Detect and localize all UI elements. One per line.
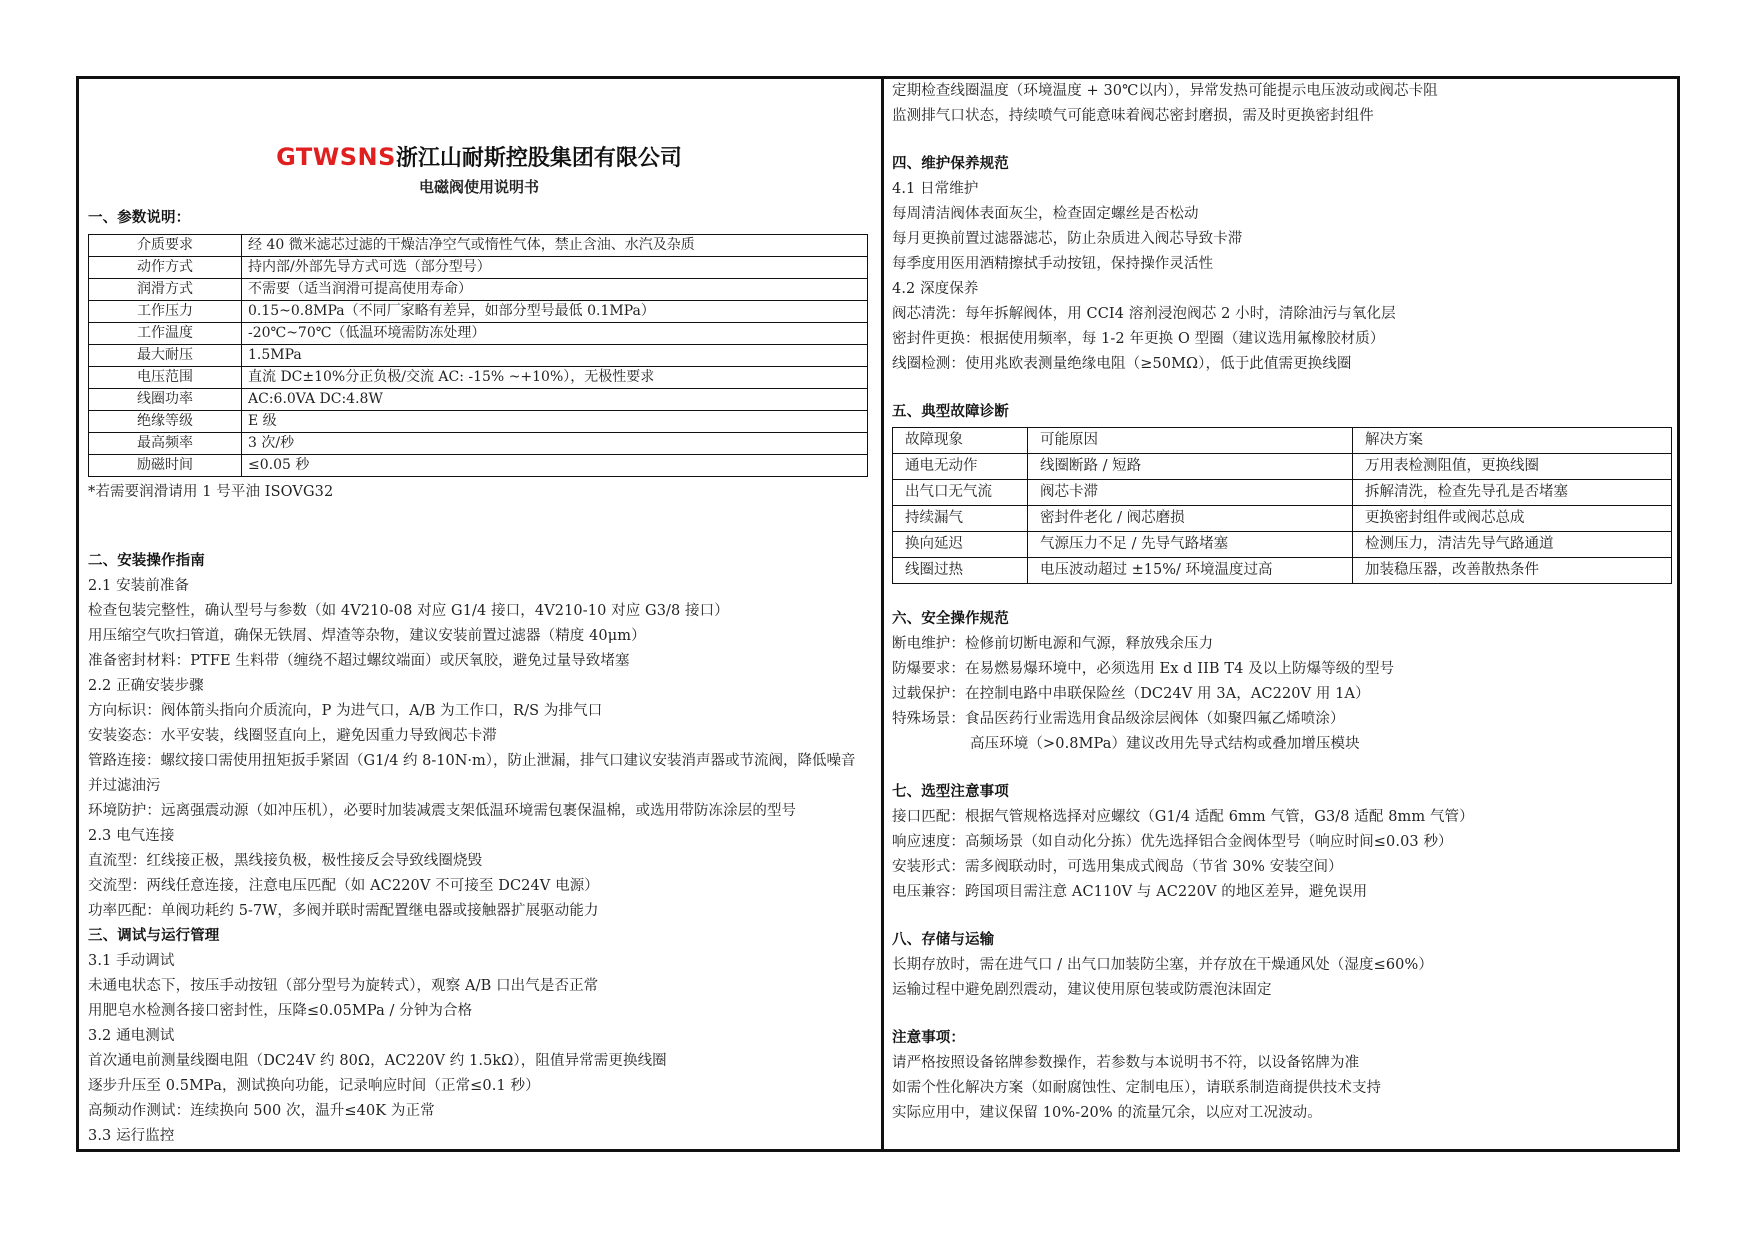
section-2-heading: 二、安装操作指南 [88, 553, 205, 569]
left-column [88, 79, 870, 1149]
table-header-row [893, 428, 1672, 454]
list-item: 响应速度：高频场景（如自动化分拣）优先选择铝合金阀体型号（响应时间≤0.03 秒） [892, 834, 1453, 850]
list-item: 安装姿态：水平安装，线圈竖直向上，避免因重力导致阀芯卡滞 [88, 728, 497, 744]
section-6-heading: 六、安全操作规范 [892, 611, 1009, 627]
table-cell: 线圈断路 / 短路 [1028, 454, 1353, 480]
brand-logo: GTWSNS [276, 143, 396, 171]
table-row [89, 455, 868, 477]
table-cell: 检测压力，清洁先导气路通道 [1353, 532, 1672, 558]
param-name-cell: 动作方式 [89, 257, 242, 279]
table-row [893, 480, 1672, 506]
list-item: 阀芯清洗：每年拆解阀体，用 CCI4 溶剂浸泡阀芯 2 小时，清除油污与氧化层 [892, 306, 1396, 322]
list-item: 直流型：红线接正极，黑线接负极，极性接反会导致线圈烧毁 [88, 853, 483, 869]
table-cell: 换向延迟 [893, 532, 1028, 558]
subsection-3-1: 3.1 手动调试 [88, 953, 175, 969]
table-cell: 万用表检测阻值，更换线圈 [1353, 454, 1672, 480]
list-item: 用压缩空气吹扫管道，确保无铁屑、焊渣等杂物，建议安装前置过滤器（精度 40μm） [88, 628, 646, 644]
table-row [89, 345, 868, 367]
list-item: 未通电状态下，按压手动按钮（部分型号为旋转式），观察 A/B 口出气是否正常 [88, 978, 599, 994]
fault-table [892, 427, 1672, 584]
list-item: 环境防护：远离强震动源（如冲压机），必要时加装减震支架低温环境需包裹保温棉，或选用带防冻涂层的型号 [88, 803, 797, 819]
table-cell: 气源压力不足 / 先导气路堵塞 [1028, 532, 1353, 558]
table-cell: 持续漏气 [893, 506, 1028, 532]
param-name-cell: 线圈功率 [89, 389, 242, 411]
param-value-cell: 1.5MPa [242, 345, 868, 367]
param-value-cell: 0.15~0.8MPa（不同厂家略有差异，如部分型号最低 0.1MPa） [242, 301, 868, 323]
list-item: 安装形式：需多阀联动时，可选用集成式阀岛（节省 30% 安装空间） [892, 859, 1343, 875]
param-value-cell: 直流 DC±10%分正负极/交流 AC: -15% ~+10%），无极性要求 [242, 367, 868, 389]
parameter-table [88, 234, 868, 477]
table-row [893, 558, 1672, 584]
param-value-cell: 3 次/秒 [242, 433, 868, 455]
table-row [89, 235, 868, 257]
notes-heading: 注意事项： [892, 1030, 965, 1046]
list-item: 首次通电前测量线圈电阻（DC24V 约 80Ω，AC220V 约 1.5kΩ），阻值异常需更换线圈 [88, 1053, 667, 1069]
table-row [893, 532, 1672, 558]
table-cell: 出气口无气流 [893, 480, 1028, 506]
section-7-heading: 七、选型注意事项 [892, 784, 1009, 800]
table-row [89, 433, 868, 455]
table-row [89, 389, 868, 411]
list-item: 电压兼容：跨国项目需注意 AC110V 与 AC220V 的地区差异，避免误用 [892, 884, 1368, 900]
list-item: 每月更换前置过滤器滤芯，防止杂质进入阀芯导致卡滞 [892, 231, 1243, 247]
list-item: 每周清洁阀体表面灰尘，检查固定螺丝是否松动 [892, 206, 1199, 222]
column-divider [881, 76, 884, 1152]
table-header-cell: 故障现象 [893, 428, 1028, 454]
list-item: 方向标识：阀体箭头指向介质流向，P 为进气口，A/B 为工作口，R/S 为排气口 [88, 703, 603, 719]
section-5-heading: 五、典型故障诊断 [892, 404, 1009, 420]
list-item: 实际应用中，建议保留 10%-20% 的流量冗余，以应对工况波动。 [892, 1105, 1322, 1121]
table-row [893, 506, 1672, 532]
list-item: 请严格按照设备铭牌参数操作，若参数与本说明书不符，以设备铭牌为准 [892, 1055, 1360, 1071]
company-title [88, 142, 870, 174]
table-cell: 通电无动作 [893, 454, 1028, 480]
param-value-cell: E 级 [242, 411, 868, 433]
table-row [89, 411, 868, 433]
list-item: 特殊场景：食品医药行业需选用食品级涂层阀体（如聚四氟乙烯喷涂） [892, 711, 1345, 727]
param-name-cell: 工作温度 [89, 323, 242, 345]
table-cell: 电压波动超过 ±15%/ 环境温度过高 [1028, 558, 1353, 584]
list-item: 防爆要求：在易燃易爆环境中，必须选用 Ex d IIB T4 及以上防爆等级的型号 [892, 661, 1395, 677]
list-item: 定期检查线圈温度（环境温度 + 30℃以内），异常发热可能提示电压波动或阀芯卡阻 [892, 83, 1438, 99]
list-item: 检查包装完整性，确认型号与参数（如 4V210-08 对应 G1/4 接口，4V210-10 对应 G3/8 接口） [88, 603, 729, 619]
param-name-cell: 绝缘等级 [89, 411, 242, 433]
list-item: 断电维护：检修前切断电源和气源，释放残余压力 [892, 636, 1214, 652]
param-value-cell: 不需要（适当润滑可提高使用寿命） [242, 279, 868, 301]
list-item: 逐步升压至 0.5MPa，测试换向功能，记录响应时间（正常≤0.1 秒） [88, 1078, 540, 1094]
list-item: 运输过程中避免剧烈震动，建议使用原包装或防震泡沫固定 [892, 982, 1272, 998]
lubrication-note: *若需要润滑请用 1 号平油 ISOVG32 [88, 484, 334, 500]
table-cell: 加装稳压器，改善散热条件 [1353, 558, 1672, 584]
list-item: 过载保护：在控制电路中串联保险丝（DC24V 用 3A，AC220V 用 1A） [892, 686, 1370, 702]
table-header-cell: 解决方案 [1353, 428, 1672, 454]
table-cell: 线圈过热 [893, 558, 1028, 584]
list-item: 监测排气口状态，持续喷气可能意味着阀芯密封磨损，需及时更换密封组件 [892, 108, 1374, 124]
list-item: 长期存放时，需在进气口 / 出气口加装防尘塞，并存放在干燥通风处（湿度≤60%） [892, 957, 1433, 973]
param-name-cell: 最高频率 [89, 433, 242, 455]
subsection-2-1: 2.1 安装前准备 [88, 578, 190, 594]
param-value-cell: 经 40 微米滤芯过滤的干燥洁净空气或惰性气体，禁止含油、水汽及杂质 [242, 235, 868, 257]
table-cell: 更换密封组件或阀芯总成 [1353, 506, 1672, 532]
table-cell: 密封件老化 / 阀芯磨损 [1028, 506, 1353, 532]
param-name-cell: 介质要求 [89, 235, 242, 257]
section-3-heading: 三、调试与运行管理 [88, 928, 220, 944]
table-header-cell: 可能原因 [1028, 428, 1353, 454]
param-value-cell: AC:6.0VA DC:4.8W [242, 389, 868, 411]
list-item: 密封件更换：根据使用频率，每 1-2 年更换 O 型圈（建议选用氟橡胶材质） [892, 331, 1385, 347]
list-item: 高压环境（>0.8MPa）建议改用先导式结构或叠加增压模块 [970, 736, 1360, 752]
document-title: 电磁阀使用说明书 [418, 178, 539, 196]
list-item: 如需个性化解决方案（如耐腐蚀性、定制电压），请联系制造商提供技术支持 [892, 1080, 1382, 1096]
list-item: 接口匹配：根据气管规格选择对应螺纹（G1/4 适配 6mm 气管，G3/8 适配 8mm 气管） [892, 809, 1474, 825]
param-value-cell: -20℃~70℃（低温环境需防冻处理） [242, 323, 868, 345]
param-value-cell: ≤0.05 秒 [242, 455, 868, 477]
table-row [89, 257, 868, 279]
subsection-4-2: 4.2 深度保养 [892, 281, 979, 297]
param-name-cell: 最大耐压 [89, 345, 242, 367]
subsection-4-1: 4.1 日常维护 [892, 181, 979, 197]
subsection-2-3: 2.3 电气连接 [88, 828, 175, 844]
param-value-cell: 持内部/外部先导方式可选（部分型号） [242, 257, 868, 279]
section-8-heading: 八、存储与运输 [892, 932, 995, 948]
table-row [89, 323, 868, 345]
subsection-3-3: 3.3 运行监控 [88, 1128, 175, 1144]
company-name: 浙江山耐斯控股集团有限公司 [395, 146, 682, 171]
list-item: 管路连接：螺纹接口需使用扭矩扳手紧固（G1/4 约 8-10N·m），防止泄漏，排气口建议安装消声器或节流阀，降低噪音并过滤油污 [88, 753, 856, 794]
param-name-cell: 润滑方式 [89, 279, 242, 301]
list-item: 高频动作测试：连续换向 500 次，温升≤40K 为正常 [88, 1103, 435, 1119]
right-column [892, 79, 1672, 1126]
list-item: 用肥皂水检测各接口密封性，压降≤0.05MPa / 分钟为合格 [88, 1003, 473, 1019]
table-row [893, 454, 1672, 480]
table-cell: 拆解清洗，检查先导孔是否堵塞 [1353, 480, 1672, 506]
subsection-2-2: 2.2 正确安装步骤 [88, 678, 204, 694]
param-name-cell: 电压范围 [89, 367, 242, 389]
section-1-heading: 一、参数说明： [88, 210, 191, 226]
table-cell: 阀芯卡滞 [1028, 480, 1353, 506]
table-row [89, 279, 868, 301]
list-item: 交流型：两线任意连接，注意电压匹配（如 AC220V 不可接至 DC24V 电源） [88, 878, 599, 894]
table-row [89, 301, 868, 323]
param-name-cell: 励磁时间 [89, 455, 242, 477]
list-item: 功率匹配：单阀功耗约 5-7W，多阀并联时需配置继电器或接触器扩展驱动能力 [88, 903, 599, 919]
list-item: 每季度用医用酒精擦拭手动按钮，保持操作灵活性 [892, 256, 1214, 272]
list-item: 线圈检测：使用兆欧表测量绝缘电阻（≥50MΩ），低于此值需更换线圈 [892, 356, 1352, 372]
param-name-cell: 工作压力 [89, 301, 242, 323]
list-item: 准备密封材料：PTFE 生料带（缠绕不超过螺纹端面）或厌氧胶，避免过量导致堵塞 [88, 653, 630, 669]
table-row [89, 367, 868, 389]
list-2-1 [88, 599, 870, 674]
subsection-3-2: 3.2 通电测试 [88, 1028, 175, 1044]
section-4-heading: 四、维护保养规范 [892, 156, 1009, 172]
